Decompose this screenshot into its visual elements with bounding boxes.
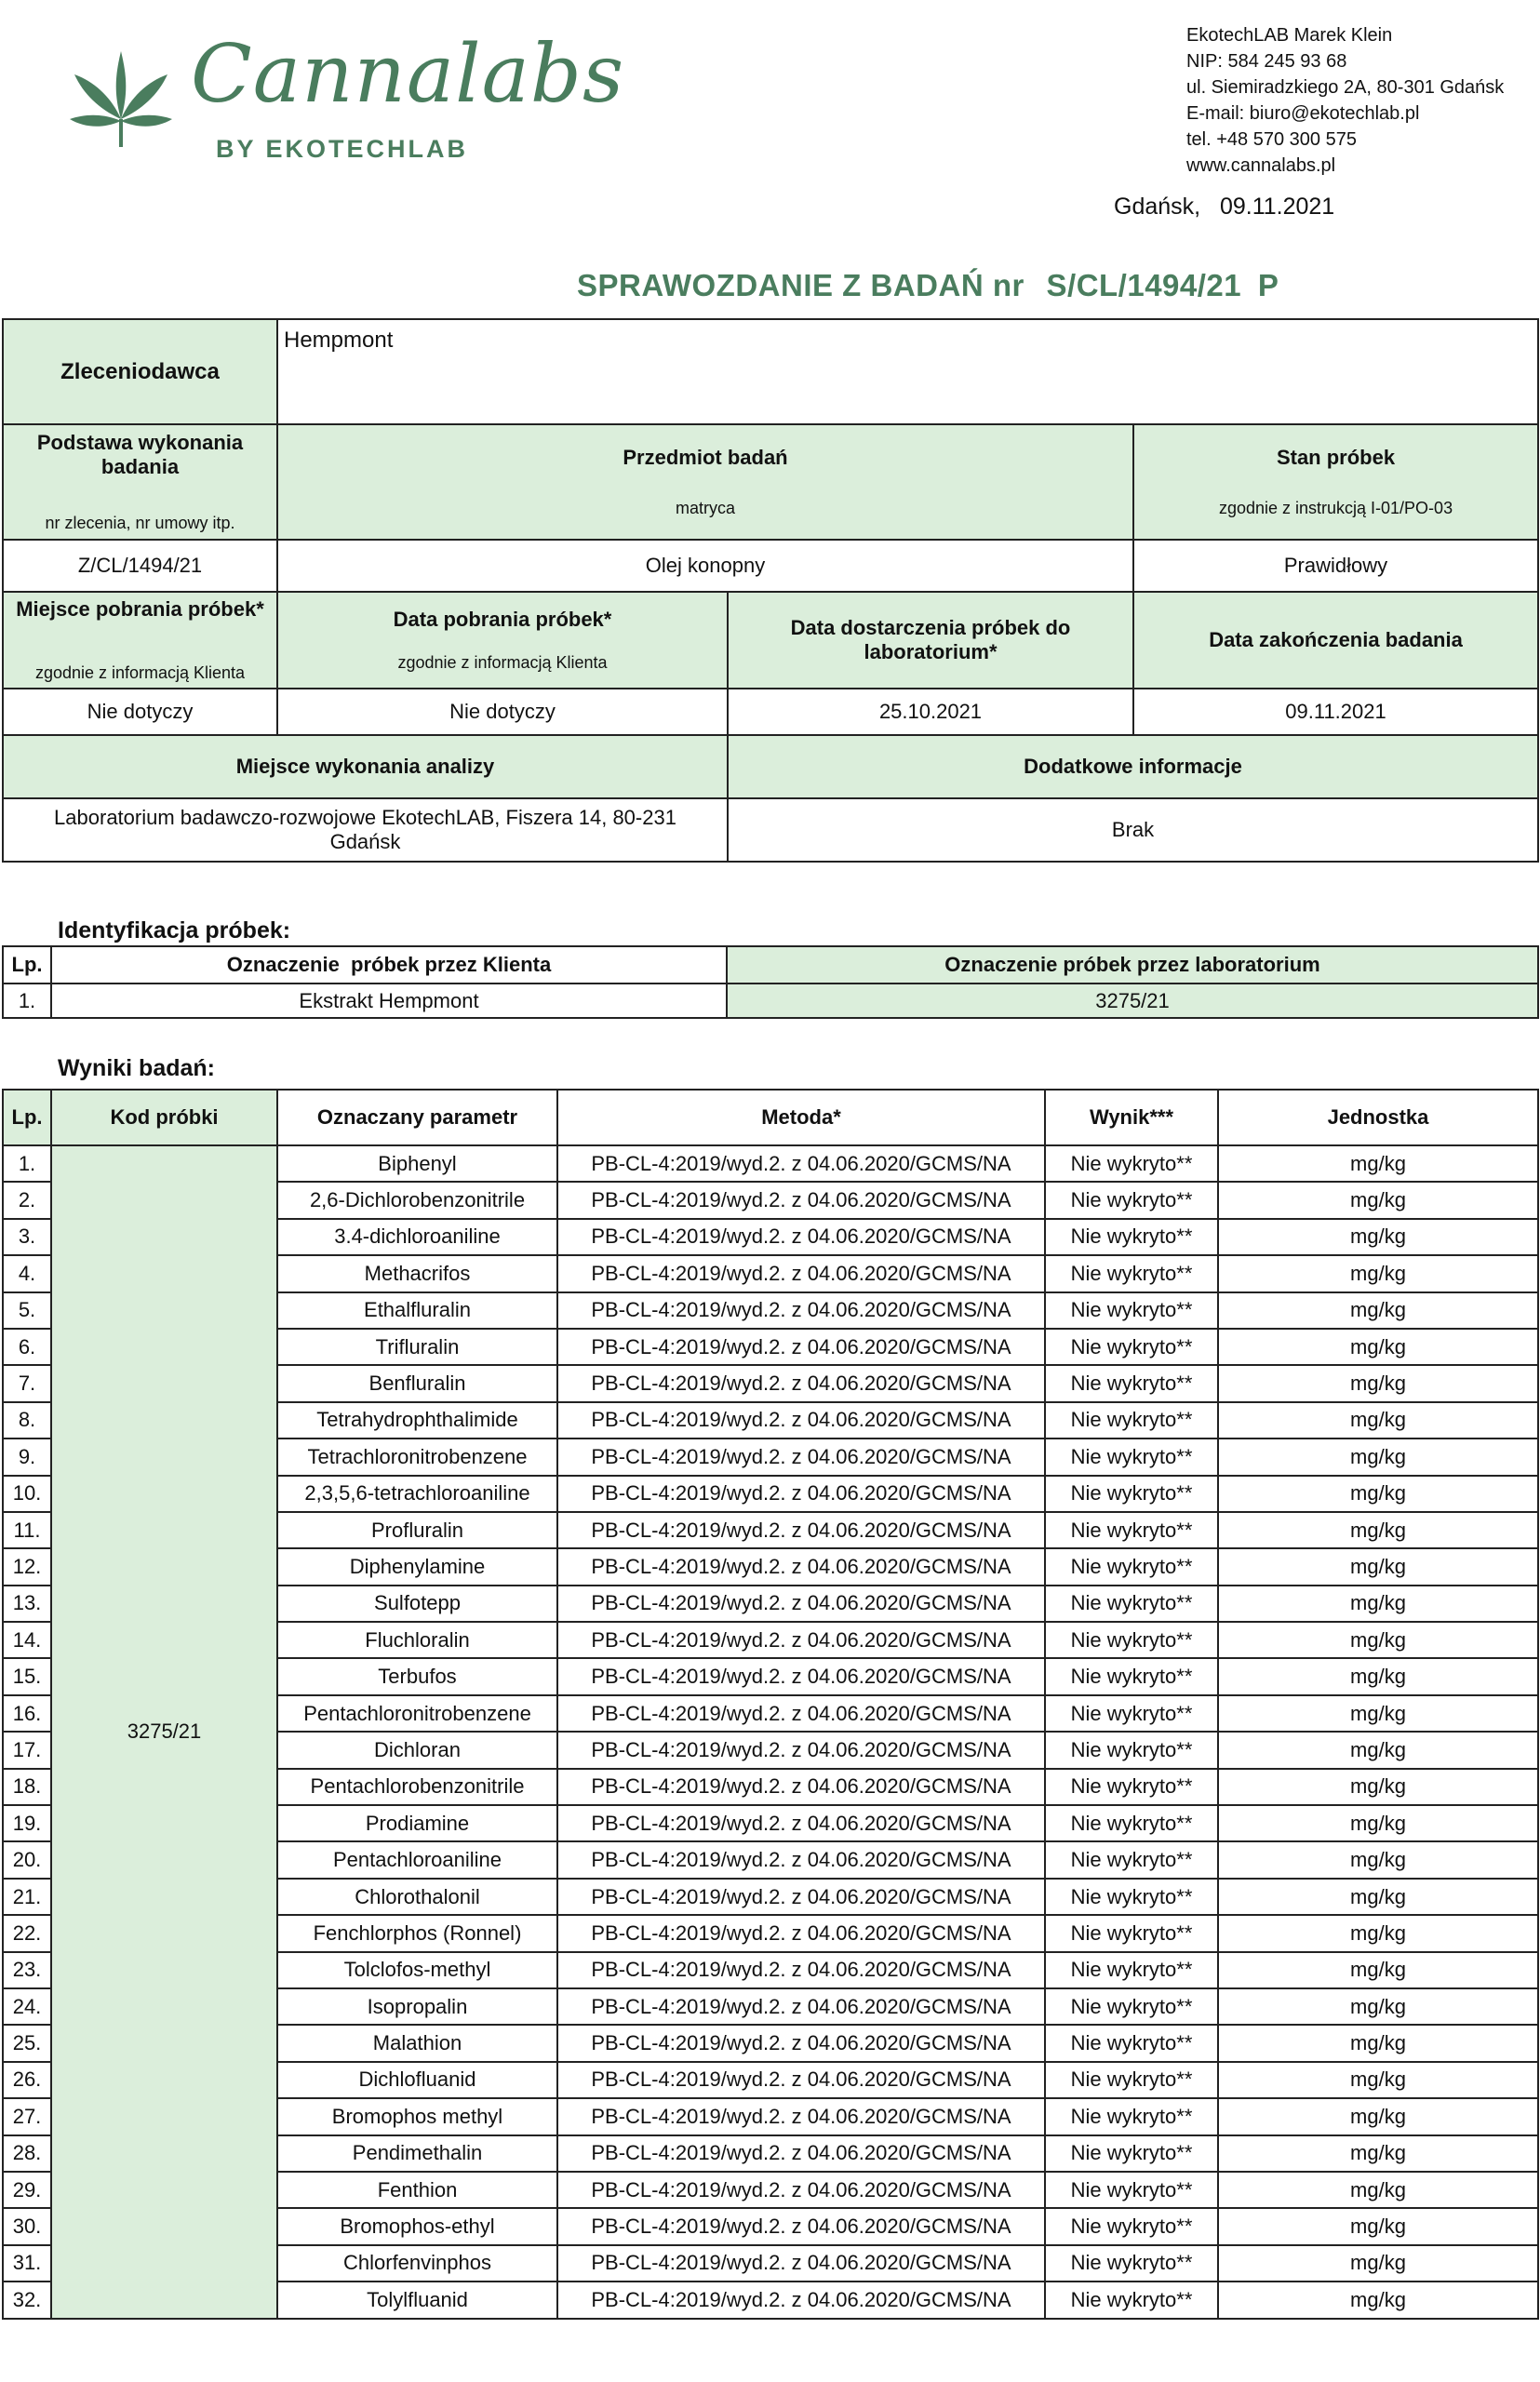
company-line: ul. Siemiradzkiego 2A, 80-301 Gdańsk	[1186, 77, 1505, 98]
row-lp: 3.	[3, 1219, 51, 1255]
row-method: PB-CL-4:2019/wyd.2. z 04.06.2020/GCMS/NA	[557, 1915, 1045, 1951]
row-result: Nie wykryto**	[1045, 1476, 1218, 1512]
row-lp: 7.	[3, 1365, 51, 1401]
analysis-place-label: Miejsce wykonania analizy	[3, 735, 728, 798]
end-date-label: Data zakończenia badania	[1133, 592, 1538, 689]
subject-value: Olej konopny	[277, 540, 1133, 592]
row-result: Nie wykryto**	[1045, 1548, 1218, 1585]
row-unit: mg/kg	[1218, 1805, 1538, 1841]
row-parameter: Profluralin	[277, 1512, 557, 1548]
row-unit: mg/kg	[1218, 1402, 1538, 1439]
row-unit: mg/kg	[1218, 1548, 1538, 1585]
row-result: Nie wykryto**	[1045, 1769, 1218, 1805]
additional-info-value: Brak	[728, 798, 1538, 862]
identification-lp: 1.	[3, 984, 51, 1018]
row-parameter: Tolylfluanid	[277, 2282, 557, 2318]
subject-sub: matryca	[675, 499, 735, 518]
row-method: PB-CL-4:2019/wyd.2. z 04.06.2020/GCMS/NA	[557, 1586, 1045, 1622]
row-parameter: Chlorfenvinphos	[277, 2245, 557, 2282]
subject-label: Przedmiot badań	[623, 445, 788, 469]
sampling-date-label: Data pobrania próbek*	[393, 608, 612, 632]
row-result: Nie wykryto**	[1045, 1145, 1218, 1182]
row-parameter: Bromophos-ethyl	[277, 2208, 557, 2244]
row-result: Nie wykryto**	[1045, 2208, 1218, 2244]
sampling-date-header	[277, 592, 728, 689]
row-result: Nie wykryto**	[1045, 1805, 1218, 1841]
row-lp: 10.	[3, 1476, 51, 1512]
row-parameter: Trifluralin	[277, 1329, 557, 1365]
row-result: Nie wykryto**	[1045, 1402, 1218, 1439]
end-date-value: 09.11.2021	[1133, 689, 1538, 735]
basis-value: Z/CL/1494/21	[3, 540, 277, 592]
state-value: Prawidłowy	[1133, 540, 1538, 592]
row-method: PB-CL-4:2019/wyd.2. z 04.06.2020/GCMS/NA	[557, 1658, 1045, 1694]
row-unit: mg/kg	[1218, 1182, 1538, 1218]
row-lp: 8.	[3, 1402, 51, 1439]
brand-logo-text: Cannalabs	[191, 28, 625, 121]
row-unit: mg/kg	[1218, 1255, 1538, 1291]
row-result: Nie wykryto**	[1045, 1988, 1218, 2025]
row-method: PB-CL-4:2019/wyd.2. z 04.06.2020/GCMS/NA	[557, 1548, 1045, 1585]
row-lp: 31.	[3, 2245, 51, 2282]
row-unit: mg/kg	[1218, 1439, 1538, 1475]
row-parameter: Biphenyl	[277, 1145, 557, 1182]
row-parameter: 2,3,5,6-tetrachloroaniline	[277, 1476, 557, 1512]
row-result: Nie wykryto**	[1045, 1952, 1218, 1988]
row-lp: 29.	[3, 2172, 51, 2208]
row-lp: 28.	[3, 2135, 51, 2172]
row-result: Nie wykryto**	[1045, 2098, 1218, 2134]
row-lp: 19.	[3, 1805, 51, 1841]
cannabis-leaf-icon	[65, 47, 177, 149]
company-line: NIP: 584 245 93 68	[1186, 51, 1347, 72]
row-parameter: Tetrahydrophthalimide	[277, 1402, 557, 1439]
row-unit: mg/kg	[1218, 1622, 1538, 1658]
row-parameter: Diphenylamine	[277, 1548, 557, 1585]
delivery-date-label: Data dostarczenia próbek do laboratorium*	[728, 592, 1133, 689]
row-method: PB-CL-4:2019/wyd.2. z 04.06.2020/GCMS/NA	[557, 1329, 1045, 1365]
sample-code: 3275/21	[51, 1145, 277, 2319]
company-info	[1186, 22, 1504, 179]
row-parameter: Methacrifos	[277, 1255, 557, 1291]
place-date: Gdańsk, 09.11.2021	[1114, 194, 1335, 220]
table-row	[3, 1145, 1538, 1182]
row-result: Nie wykryto**	[1045, 1512, 1218, 1548]
sampling-place-sub: zgodnie z informacją Klienta	[34, 663, 246, 682]
row-lp: 11.	[3, 1512, 51, 1548]
row-lp: 25.	[3, 2025, 51, 2061]
row-parameter: Pentachloroaniline	[277, 1841, 557, 1878]
row-method: PB-CL-4:2019/wyd.2. z 04.06.2020/GCMS/NA	[557, 1952, 1045, 1988]
row-parameter: Ethalfluralin	[277, 1292, 557, 1329]
row-unit: mg/kg	[1218, 2245, 1538, 2282]
results-section-title: Wyniki badań:	[58, 1055, 216, 1081]
sampling-place-value: Nie dotyczy	[3, 689, 277, 735]
report-info-table	[2, 318, 1539, 863]
row-result: Nie wykryto**	[1045, 1365, 1218, 1401]
report-title-text: SPRAWOZDANIE Z BADAŃ nr	[577, 268, 1024, 302]
row-parameter: Pentachloronitrobenzene	[277, 1695, 557, 1732]
row-lp: 1.	[3, 1145, 51, 1182]
row-result: Nie wykryto**	[1045, 1329, 1218, 1365]
row-lp: 26.	[3, 2062, 51, 2098]
row-method: PB-CL-4:2019/wyd.2. z 04.06.2020/GCMS/NA	[557, 1219, 1045, 1255]
row-unit: mg/kg	[1218, 1841, 1538, 1878]
row-parameter: 3.4-dichloroaniline	[277, 1219, 557, 1255]
row-result: Nie wykryto**	[1045, 1622, 1218, 1658]
row-parameter: Benfluralin	[277, 1365, 557, 1401]
row-result: Nie wykryto**	[1045, 2135, 1218, 2172]
state-sub: zgodnie z instrukcją I-01/PO-03	[1218, 499, 1453, 518]
identification-section-title: Identyfikacja próbek:	[58, 917, 291, 943]
row-result: Nie wykryto**	[1045, 1879, 1218, 1915]
client-value: Hempmont	[277, 319, 1538, 424]
row-lp: 21.	[3, 1879, 51, 1915]
row-method: PB-CL-4:2019/wyd.2. z 04.06.2020/GCMS/NA	[557, 1255, 1045, 1291]
row-parameter: Isopropalin	[277, 1988, 557, 2025]
row-method: PB-CL-4:2019/wyd.2. z 04.06.2020/GCMS/NA	[557, 1145, 1045, 1182]
row-parameter: 2,6-Dichlorobenzonitrile	[277, 1182, 557, 1218]
row-lp: 27.	[3, 2098, 51, 2134]
company-line: E-mail: biuro@ekotechlab.pl	[1186, 103, 1420, 124]
company-line: tel. +48 570 300 575	[1186, 129, 1357, 150]
row-result: Nie wykryto**	[1045, 1732, 1218, 1768]
row-method: PB-CL-4:2019/wyd.2. z 04.06.2020/GCMS/NA	[557, 2025, 1045, 2061]
row-result: Nie wykryto**	[1045, 1841, 1218, 1878]
row-lp: 12.	[3, 1548, 51, 1585]
row-result: Nie wykryto**	[1045, 2245, 1218, 2282]
row-result: Nie wykryto**	[1045, 1292, 1218, 1329]
row-unit: mg/kg	[1218, 1512, 1538, 1548]
sampling-place-header	[3, 592, 277, 689]
additional-info-label: Dodatkowe informacje	[728, 735, 1538, 798]
identification-col-client: Oznaczenie próbek przez Klienta	[51, 946, 727, 984]
row-unit: mg/kg	[1218, 2025, 1538, 2061]
row-parameter: Fenchlorphos (Ronnel)	[277, 1915, 557, 1951]
row-parameter: Fluchloralin	[277, 1622, 557, 1658]
row-lp: 9.	[3, 1439, 51, 1475]
results-col-method: Metoda*	[557, 1090, 1045, 1145]
row-method: PB-CL-4:2019/wyd.2. z 04.06.2020/GCMS/NA	[557, 1182, 1045, 1218]
row-result: Nie wykryto**	[1045, 1586, 1218, 1622]
row-unit: mg/kg	[1218, 1365, 1538, 1401]
results-col-result: Wynik***	[1045, 1090, 1218, 1145]
identification-col-lp: Lp.	[3, 946, 51, 984]
row-unit: mg/kg	[1218, 2172, 1538, 2208]
identification-lab: 3275/21	[727, 984, 1538, 1018]
row-lp: 18.	[3, 1769, 51, 1805]
row-unit: mg/kg	[1218, 2135, 1538, 2172]
row-unit: mg/kg	[1218, 1292, 1538, 1329]
results-col-unit: Jednostka	[1218, 1090, 1538, 1145]
row-unit: mg/kg	[1218, 2098, 1538, 2134]
row-unit: mg/kg	[1218, 1586, 1538, 1622]
report-title	[577, 268, 1279, 303]
report-number: S/CL/1494/21	[1046, 268, 1242, 302]
row-lp: 15.	[3, 1658, 51, 1694]
row-unit: mg/kg	[1218, 1658, 1538, 1694]
row-unit: mg/kg	[1218, 1952, 1538, 1988]
row-lp: 23.	[3, 1952, 51, 1988]
row-parameter: Pendimethalin	[277, 2135, 557, 2172]
row-result: Nie wykryto**	[1045, 2172, 1218, 2208]
row-unit: mg/kg	[1218, 1329, 1538, 1365]
row-method: PB-CL-4:2019/wyd.2. z 04.06.2020/GCMS/NA	[557, 1365, 1045, 1401]
row-result: Nie wykryto**	[1045, 1658, 1218, 1694]
row-parameter: Prodiamine	[277, 1805, 557, 1841]
row-unit: mg/kg	[1218, 1145, 1538, 1182]
row-method: PB-CL-4:2019/wyd.2. z 04.06.2020/GCMS/NA	[557, 1988, 1045, 2025]
row-method: PB-CL-4:2019/wyd.2. z 04.06.2020/GCMS/NA	[557, 1841, 1045, 1878]
row-lp: 5.	[3, 1292, 51, 1329]
company-line: EkotechLAB Marek Klein	[1186, 25, 1393, 46]
sampling-date-value: Nie dotyczy	[277, 689, 728, 735]
row-lp: 13.	[3, 1586, 51, 1622]
row-result: Nie wykryto**	[1045, 1439, 1218, 1475]
row-method: PB-CL-4:2019/wyd.2. z 04.06.2020/GCMS/NA	[557, 1805, 1045, 1841]
results-col-param: Oznaczany parametr	[277, 1090, 557, 1145]
row-unit: mg/kg	[1218, 1988, 1538, 2025]
state-header	[1133, 424, 1538, 540]
row-parameter: Fenthion	[277, 2172, 557, 2208]
row-unit: mg/kg	[1218, 1476, 1538, 1512]
sampling-place-label: Miejsce pobrania próbek*	[16, 597, 264, 621]
row-method: PB-CL-4:2019/wyd.2. z 04.06.2020/GCMS/NA	[557, 1402, 1045, 1439]
results-col-code: Kod próbki	[51, 1090, 277, 1145]
row-method: PB-CL-4:2019/wyd.2. z 04.06.2020/GCMS/NA	[557, 1622, 1045, 1658]
row-lp: 30.	[3, 2208, 51, 2244]
report-suffix: P	[1257, 268, 1279, 302]
row-method: PB-CL-4:2019/wyd.2. z 04.06.2020/GCMS/NA	[557, 1439, 1045, 1475]
row-method: PB-CL-4:2019/wyd.2. z 04.06.2020/GCMS/NA	[557, 1512, 1045, 1548]
row-unit: mg/kg	[1218, 1879, 1538, 1915]
row-method: PB-CL-4:2019/wyd.2. z 04.06.2020/GCMS/NA	[557, 2062, 1045, 2098]
row-parameter: Pentachlorobenzonitrile	[277, 1769, 557, 1805]
subject-header	[277, 424, 1133, 540]
row-result: Nie wykryto**	[1045, 2025, 1218, 2061]
row-method: PB-CL-4:2019/wyd.2. z 04.06.2020/GCMS/NA	[557, 2282, 1045, 2318]
results-col-lp: Lp.	[3, 1090, 51, 1145]
row-method: PB-CL-4:2019/wyd.2. z 04.06.2020/GCMS/NA	[557, 2135, 1045, 2172]
row-method: PB-CL-4:2019/wyd.2. z 04.06.2020/GCMS/NA	[557, 2208, 1045, 2244]
row-lp: 20.	[3, 1841, 51, 1878]
identification-col-lab: Oznaczenie próbek przez laboratorium	[727, 946, 1538, 984]
row-unit: mg/kg	[1218, 2062, 1538, 2098]
brand-subtitle: BY EKOTECHLAB	[216, 135, 469, 163]
row-method: PB-CL-4:2019/wyd.2. z 04.06.2020/GCMS/NA	[557, 2172, 1045, 2208]
row-lp: 6.	[3, 1329, 51, 1365]
row-method: PB-CL-4:2019/wyd.2. z 04.06.2020/GCMS/NA	[557, 1879, 1045, 1915]
row-lp: 17.	[3, 1732, 51, 1768]
row-method: PB-CL-4:2019/wyd.2. z 04.06.2020/GCMS/NA	[557, 1695, 1045, 1732]
state-label: Stan próbek	[1276, 445, 1396, 469]
row-result: Nie wykryto**	[1045, 1219, 1218, 1255]
basis-label: Podstawa wykonania badania	[36, 431, 244, 478]
identification-client: Ekstrakt Hempmont	[51, 984, 727, 1018]
row-lp: 14.	[3, 1622, 51, 1658]
row-method: PB-CL-4:2019/wyd.2. z 04.06.2020/GCMS/NA	[557, 1292, 1045, 1329]
row-parameter: Malathion	[277, 2025, 557, 2061]
row-parameter: Tolclofos-methyl	[277, 1952, 557, 1988]
basis-header	[3, 424, 277, 540]
results-table	[2, 1089, 1539, 2320]
row-unit: mg/kg	[1218, 2208, 1538, 2244]
row-method: PB-CL-4:2019/wyd.2. z 04.06.2020/GCMS/NA	[557, 1769, 1045, 1805]
row-parameter: Tetrachloronitrobenzene	[277, 1439, 557, 1475]
client-label: Zleceniodawca	[3, 319, 277, 424]
row-lp: 24.	[3, 1988, 51, 2025]
row-lp: 2.	[3, 1182, 51, 1218]
row-result: Nie wykryto**	[1045, 1915, 1218, 1951]
row-lp: 4.	[3, 1255, 51, 1291]
row-method: PB-CL-4:2019/wyd.2. z 04.06.2020/GCMS/NA	[557, 1732, 1045, 1768]
identification-table	[2, 945, 1539, 1019]
row-unit: mg/kg	[1218, 1695, 1538, 1732]
row-parameter: Dichlofluanid	[277, 2062, 557, 2098]
row-parameter: Dichloran	[277, 1732, 557, 1768]
basis-sub: nr zlecenia, nr umowy itp.	[45, 514, 235, 532]
row-lp: 22.	[3, 1915, 51, 1951]
row-lp: 32.	[3, 2282, 51, 2318]
row-method: PB-CL-4:2019/wyd.2. z 04.06.2020/GCMS/NA	[557, 2098, 1045, 2134]
row-parameter: Chlorothalonil	[277, 1879, 557, 1915]
company-line: www.cannalabs.pl	[1186, 155, 1336, 176]
row-unit: mg/kg	[1218, 2282, 1538, 2318]
row-lp: 16.	[3, 1695, 51, 1732]
row-method: PB-CL-4:2019/wyd.2. z 04.06.2020/GCMS/NA	[557, 1476, 1045, 1512]
row-unit: mg/kg	[1218, 1769, 1538, 1805]
row-method: PB-CL-4:2019/wyd.2. z 04.06.2020/GCMS/NA	[557, 2245, 1045, 2282]
row-parameter: Sulfotepp	[277, 1586, 557, 1622]
row-unit: mg/kg	[1218, 1915, 1538, 1951]
row-result: Nie wykryto**	[1045, 2062, 1218, 2098]
row-result: Nie wykryto**	[1045, 1695, 1218, 1732]
delivery-date-value: 25.10.2021	[728, 689, 1133, 735]
row-unit: mg/kg	[1218, 1219, 1538, 1255]
row-result: Nie wykryto**	[1045, 2282, 1218, 2318]
analysis-place-value: Laboratorium badawczo-rozwojowe EkotechLAB, Fiszera 14, 80-231 Gdańsk	[3, 798, 728, 862]
row-result: Nie wykryto**	[1045, 1255, 1218, 1291]
row-parameter: Bromophos methyl	[277, 2098, 557, 2134]
row-parameter: Terbufos	[277, 1658, 557, 1694]
row-unit: mg/kg	[1218, 1732, 1538, 1768]
sampling-date-sub: zgodnie z informacją Klienta	[397, 652, 608, 672]
row-result: Nie wykryto**	[1045, 1182, 1218, 1218]
